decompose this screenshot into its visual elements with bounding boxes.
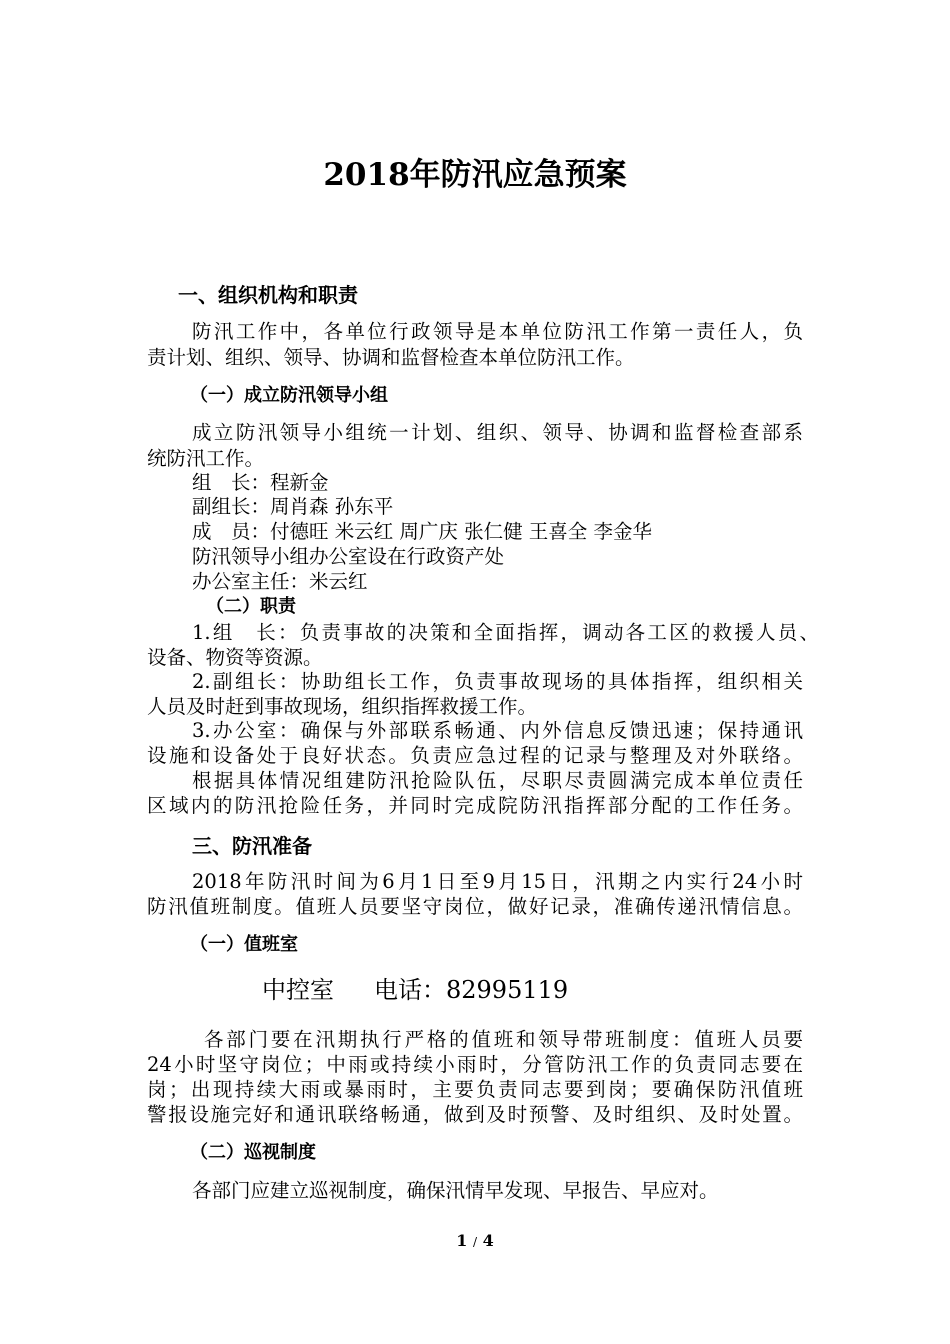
subsection-heading-duties: （二）职责 [206,596,296,617]
paragraph-line: 统防汛工作。 [147,447,265,470]
paragraph-line: 成立防汛领导小组统一计划、组织、领导、协调和监督检查部系 [192,421,803,444]
duty-room-name: 中控室 [262,976,334,1004]
paragraph-line: 2.副组长：协助组长工作，负责事故现场的具体指挥，组织相关 [192,670,803,693]
paragraph-line: 区域内的防汛抢险任务，并同时完成院防汛指挥部分配的工作任务。 [147,794,803,817]
paragraph-line: 岗；出现持续大雨或暴雨时，主要负责同志要到岗；要确保防汛值班 [147,1078,803,1101]
paragraph-line: 3.办公室：确保与外部联系畅通、内外信息反馈迅速；保持通讯 [192,719,803,742]
leader-line: 组 长：程新金 [192,471,329,494]
paragraph-line: 防汛值班制度。值班人员要坚守岗位，做好记录，准确传递汛情信息。 [147,895,803,918]
subsection-heading-duty-room: （一）值班室 [190,934,298,955]
paragraph-line: 警报设施完好和通讯联络畅通，做到及时预警、及时组织、及时处置。 [147,1103,803,1126]
page-separator: / [472,1235,478,1249]
page-number [0,1228,950,1255]
duty-room-phone: 电话：82995119 [374,976,569,1004]
paragraph-line: 各部门要在汛期执行严格的值班和领导带班制度：值班人员要 [204,1028,803,1051]
paragraph-line: 1.组 长：负责事故的决策和全面指挥，调动各工区的救援人员、 [192,621,819,644]
page-total: 4 [482,1231,494,1250]
document-title: 2018年防汛应急预案 [323,157,627,193]
paragraph-line: 人员及时赶到事故现场，组织指挥救援工作。 [147,695,538,718]
section-heading-organization: 一、组织机构和职责 [178,283,358,307]
paragraph-line: 24小时坚守岗位；中雨或持续小雨时，分管防汛工作的负责同志要在 [147,1053,803,1076]
section-heading-preparation: 三、防汛准备 [192,834,312,858]
paragraph-line: 根据具体情况组建防汛抢险队伍，尽职尽责圆满完成本单位责任 [192,769,803,792]
paragraph-line: 责计划、组织、领导、协调和监督检查本单位防汛工作。 [147,346,635,369]
office-location-line: 防汛领导小组办公室设在行政资产处 [192,545,505,568]
paragraph-line: 各部门应建立巡视制度，确保汛情早发现、早报告、早应对。 [192,1179,719,1202]
paragraph-line: 防汛工作中，各单位行政领导是本单位防汛工作第一责任人，负 [192,320,803,343]
page-current: 1 [456,1231,468,1250]
paragraph-line: 设备、物资等资源。 [147,646,323,669]
subsection-heading-leadership-group: （一）成立防汛领导小组 [190,385,388,406]
members-line: 成 员：付德旺 米云红 周广庆 张仁健 王喜全 李金华 [192,520,652,543]
subsection-heading-patrol: （二）巡视制度 [190,1142,316,1163]
deputy-leader-line: 副组长：周肖森 孙东平 [192,495,394,518]
office-director-line: 办公室主任：米云红 [192,570,368,593]
paragraph-line: 2018年防汛时间为6月1日至9月15日，汛期之内实行24小时 [192,870,803,893]
paragraph-line: 设施和设备处于良好状态。负责应急过程的记录与整理及对外联络。 [147,744,803,767]
